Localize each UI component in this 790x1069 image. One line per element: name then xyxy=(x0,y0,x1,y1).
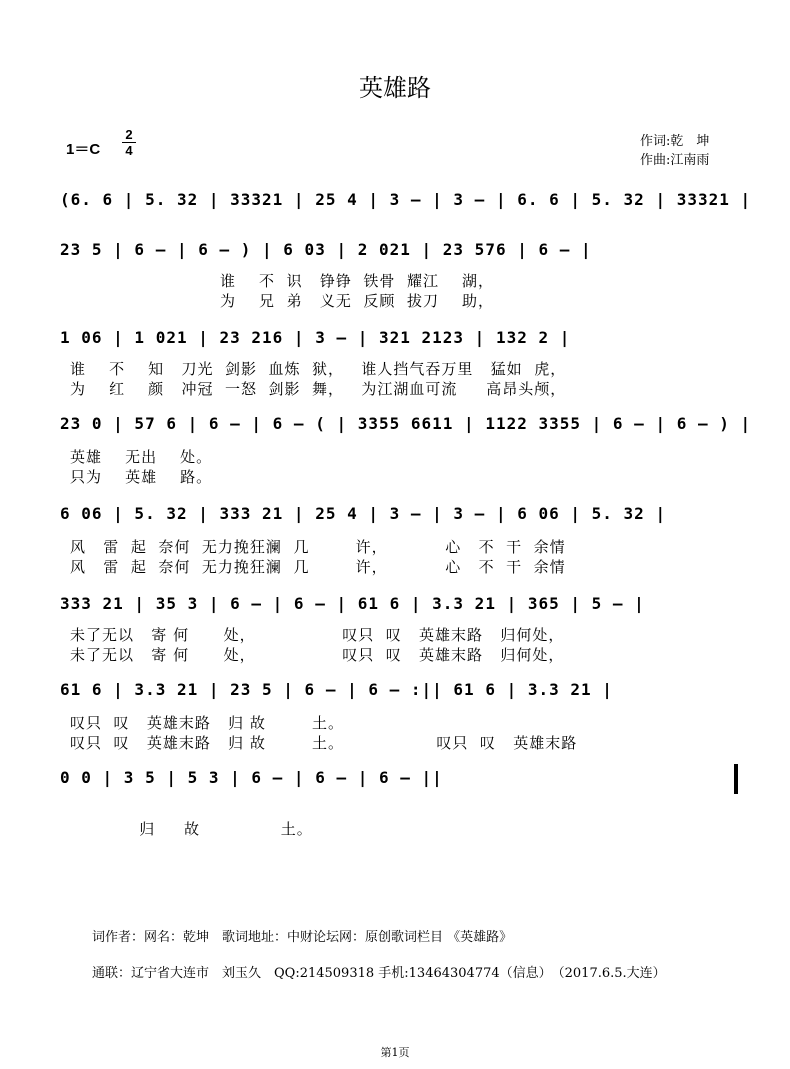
lyric-line-3-2: 为 红 颜 冲冠 一怒 剑影 舞， 为江湖血可流 高昂头颅， xyxy=(70,380,567,398)
notation-line-3: 1 06 | 1 021 | 23 216 | 3 – | 321 2123 | 132 2 | xyxy=(60,328,571,347)
time-signature-top: 2 xyxy=(125,127,133,142)
lyric-line-5-2: 风 雷 起 奈何 无力挽狂澜 几 许， 心 不 干 余情 xyxy=(70,558,566,576)
notation-line-7: 61 6 | 3.3 21 | 23 5 | 6 – | 6 – :|| 61 6 | 3.3 21 | xyxy=(60,680,613,699)
lyric-line-4-1: 英雄 无出 处。 xyxy=(70,448,213,466)
lyric-line-4-2: 只为 英雄 路。 xyxy=(70,468,213,486)
footer-author-info: 词作者：网名：乾坤 歌词地址：中财论坛网：原创歌词栏目 《英雄路》 xyxy=(92,930,513,945)
lyric-line-2-1: 谁 不 识 铮铮 铁骨 耀江 湖， xyxy=(70,272,495,290)
footer-contact-info: 通联：辽宁省大连市 刘玉久 QQ:214509318 手机:13464304774（信息） （2017.6.5.大连） xyxy=(92,966,666,981)
final-barline xyxy=(734,764,738,794)
notation-line-8: 0 0 | 3 5 | 5 3 | 6 – | 6 – | 6 – || xyxy=(60,768,443,787)
notation-line-4: 23 0 | 57 6 | 6 – | 6 – ( | 3355 6611 | 1122 3355 | 6 – | 6 – ) | xyxy=(60,414,752,433)
lyric-line-7-2: 叹只 叹 英雄末路 归 故 土。 叹只 叹 英雄末路 xyxy=(70,734,578,752)
composer-credit: 作曲:江南雨 xyxy=(640,153,710,168)
notation-line-5: 6 06 | 5. 32 | 333 21 | 25 4 | 3 – | 3 – | 6 06 | 5. 32 | xyxy=(60,504,667,523)
lyric-line-3-1: 谁 不 知 刀光 剑影 血炼 狱， 谁人挡气吞万里 猛如 虎， xyxy=(70,360,567,378)
notation-line-1: (6. 6 | 5. 32 | 33321 | 25 4 | 3 – | 3 – | 6. 6 | 5. 32 | 33321 | xyxy=(60,190,752,209)
page-number: 第1页 xyxy=(380,1046,410,1059)
lyric-line-5-1: 风 雷 起 奈何 无力挽狂澜 几 许， 心 不 干 余情 xyxy=(70,538,566,556)
time-signature-bottom: 4 xyxy=(125,143,133,158)
notation-line-6: 333 21 | 35 3 | 6 – | 6 – | 61 6 | 3.3 21 | 365 | 5 – | xyxy=(60,594,645,613)
lyric-line-8-1: 归 故 土。 xyxy=(70,820,313,838)
lyric-line-7-1: 叹只 叹 英雄末路 归 故 土。 xyxy=(70,714,345,732)
lyricist-credit: 作词:乾 坤 xyxy=(640,134,710,149)
key-signature: 1＝C xyxy=(66,141,101,158)
song-title: 英雄路 xyxy=(359,74,431,102)
lyric-line-6-2: 未了无以 寄 何 处， 叹只 叹 英雄末路 归何处， xyxy=(70,646,565,664)
lyric-line-2-2: 为 兄 弟 义无 反顾 拔刀 助， xyxy=(70,292,495,310)
time-signature xyxy=(122,128,136,157)
lyric-line-6-1: 未了无以 寄 何 处， 叹只 叹 英雄末路 归何处， xyxy=(70,626,565,644)
notation-line-2: 23 5 | 6 – | 6 – ) | 6 03 | 2 021 | 23 576 | 6 – | xyxy=(60,240,592,259)
